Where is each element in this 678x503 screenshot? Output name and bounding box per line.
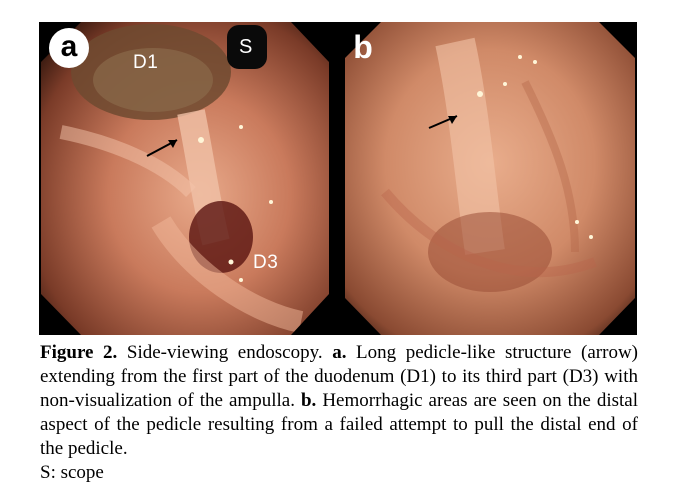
caption-scope-note: S: scope <box>40 462 104 483</box>
caption-a-label: a. <box>332 342 347 363</box>
label-d3: D3 <box>253 252 279 273</box>
panel-a-letter: a <box>49 28 89 68</box>
figure-caption <box>40 341 638 485</box>
panel-b-letter: b <box>353 29 373 65</box>
caption-figure-label: Figure 2. <box>40 342 118 363</box>
endoscopy-panel-a <box>41 22 329 335</box>
caption-title: Side-viewing endoscopy. <box>126 342 323 363</box>
caption-b-label: b. <box>300 390 317 411</box>
endoscopy-panel-b <box>345 22 635 335</box>
caption-a-text: Long pedicle-like structure (arrow) extending from the first part of the duodenum (D1) to its third part (D3) with non-visualization of the ampulla. <box>40 342 639 411</box>
label-d1: D1 <box>133 52 159 73</box>
figure-image-strip <box>39 22 637 335</box>
endoscopy-image-b <box>345 22 635 335</box>
label-scope: S <box>239 36 253 58</box>
caption-b-text: Hemorrhagic areas are seen on the distal aspect of the pedicle resulting from a failed attempt to pull the distal end of the pedicle. <box>40 390 638 459</box>
endoscopy-image-a <box>41 22 329 335</box>
